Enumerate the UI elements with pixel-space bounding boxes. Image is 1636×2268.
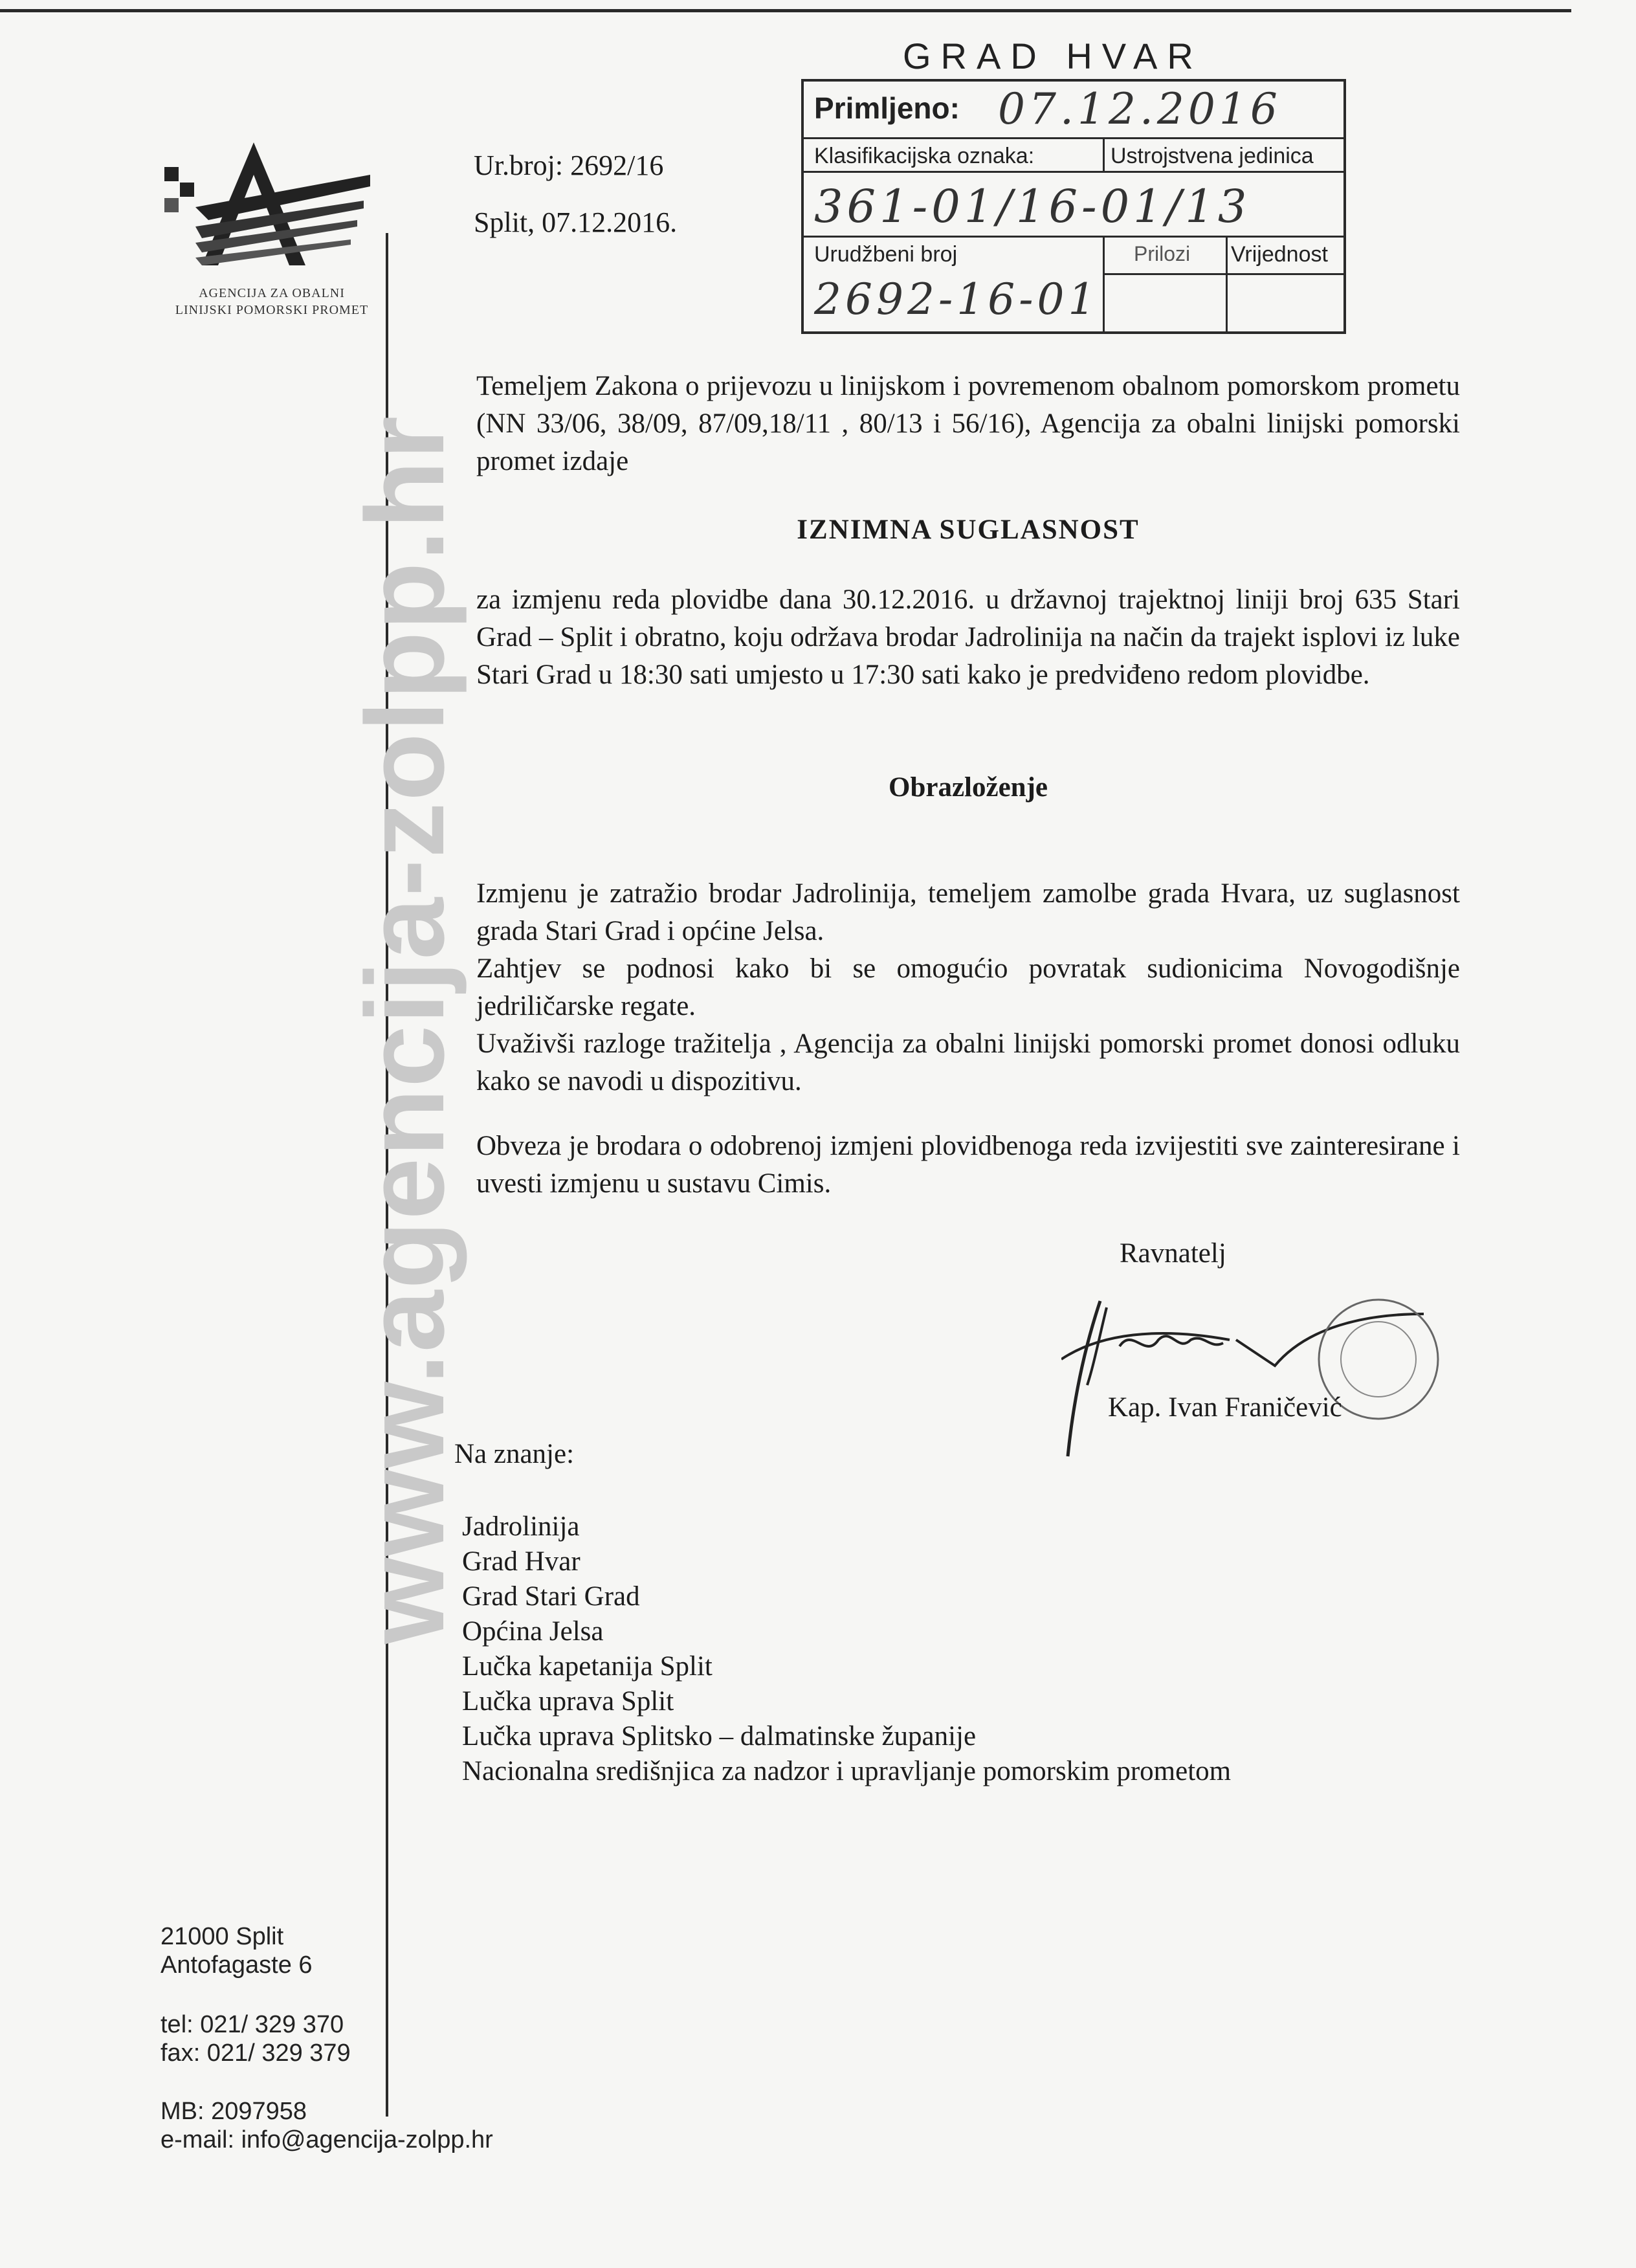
- distribution-item: Nacionalna središnjica za nadzor i upravljanje pomorskim prometom: [462, 1756, 1232, 1786]
- distribution-item: Općina Jelsa: [462, 1616, 604, 1647]
- reasoning-paragraph-1: Izmjenu je zatražio brodar Jadrolinija, temeljem zamolbe grada Hvara, uz suglasnost grada Stari Grad i općine Jelsa.: [476, 878, 1460, 946]
- signatory-title: Ravnatelj: [1120, 1238, 1226, 1269]
- agency-caption-line1: AGENCIJA ZA OBALNI: [199, 286, 345, 300]
- distribution-label: Na znanje:: [454, 1439, 575, 1469]
- document-heading: IZNIMNA SUGLASNOST: [797, 515, 1140, 545]
- stamp-registry-value: 2692-16-01: [814, 274, 1100, 324]
- stamp-classification-value: 361-01/16-01/13: [814, 180, 1251, 233]
- website-watermark: www.agencija-zolpp.hr: [343, 414, 467, 1644]
- footer-phones: [160, 2010, 351, 2067]
- distribution-list: [462, 1509, 1231, 1789]
- stamp-received-label: Primljeno:: [814, 91, 960, 125]
- agency-caption-line2: LINIJSKI POMORSKI PROMET: [175, 303, 369, 317]
- stamp-unit-label: Ustrojstvena jedinica: [1111, 144, 1314, 168]
- distribution-item: Lučka uprava Splitsko – dalmatinske županije: [462, 1721, 977, 1751]
- distribution-item: Lučka uprava Split: [462, 1686, 674, 1717]
- stamp-classification-label: Klasifikacijska oznaka:: [814, 144, 1035, 168]
- reference-number: Ur.broj: 2692/16: [474, 150, 664, 181]
- footer-address: [160, 1922, 313, 1979]
- footer-street: Antofagaste 6: [160, 1951, 313, 1979]
- footer-tel: tel: 021/ 329 370: [160, 2011, 344, 2038]
- place-date: Split, 07.12.2016.: [474, 206, 678, 238]
- footer-postal: 21000 Split: [160, 1923, 284, 1950]
- stamp-value-label: Vrijednost: [1231, 242, 1328, 267]
- intro-paragraph: Temeljem Zakona o prijevozu u linijskom i povremenom obalnom pomorskom prometu (NN 33/06, 38/09, 87/09,18/11 , 80/13 i 56/16), Agencija za obalni linijski pomorski promet izdaje: [476, 371, 1460, 476]
- distribution-item: Grad Stari Grad: [462, 1581, 640, 1612]
- stamp-title: GRAD HVAR: [903, 36, 1203, 76]
- obligation-paragraph: Obveza je brodara o odobrenoj izmjeni plovidbenoga reda izvijestiti sve zainteresirane i uvesti izmjenu u sustavu Cimis.: [476, 1131, 1460, 1199]
- reasoning-paragraph-2: Zahtjev se podnosi kako bi se omogućio povratak sudionicima Novogodišnje jedriličarske regate.: [476, 953, 1460, 1021]
- footer-email: e-mail: info@agencija-zolpp.hr: [160, 2126, 493, 2153]
- reasoning-paragraph-3: Uvaživši razloge tražitelja , Agencija za obalni linijski pomorski promet donosi odluku kako se navodi u dispozitivu.: [476, 1028, 1460, 1096]
- reasoning-heading: Obrazloženje: [889, 772, 1048, 803]
- footer-mb: MB: 2097958: [160, 2098, 307, 2125]
- received-stamp: [801, 79, 1346, 334]
- distribution-item: Grad Hvar: [462, 1546, 580, 1577]
- footer-fax: fax: 021/ 329 379: [160, 2040, 351, 2067]
- handwritten-signature: [1061, 1288, 1463, 1469]
- agency-caption: [142, 285, 401, 318]
- distribution-item: Jadrolinija: [462, 1511, 580, 1542]
- footer-ids: [160, 2097, 493, 2154]
- stamp-registry-label: Urudžbeni broj: [814, 242, 958, 267]
- agency-logo-icon: [157, 136, 396, 291]
- stamp-received-value: 07.12.2016: [998, 84, 1281, 134]
- top-rule: [0, 9, 1571, 12]
- stamp-attachments-label: Prilozi: [1134, 242, 1191, 265]
- signatory-name: Kap. Ivan Franičević: [1108, 1392, 1342, 1423]
- distribution-item: Lučka kapetanija Split: [462, 1651, 713, 1682]
- decision-paragraph: za izmjenu reda plovidbe dana 30.12.2016. u državnoj trajektnoj liniji broj 635 Stari Grad – Split i obratno, koju održava brodar Jadrolinija na način da trajekt isplovi iz luke Stari Grad u 18:30 sati umjesto u 17:30 sati kako je predviđeno redom plovidbe.: [476, 584, 1460, 690]
